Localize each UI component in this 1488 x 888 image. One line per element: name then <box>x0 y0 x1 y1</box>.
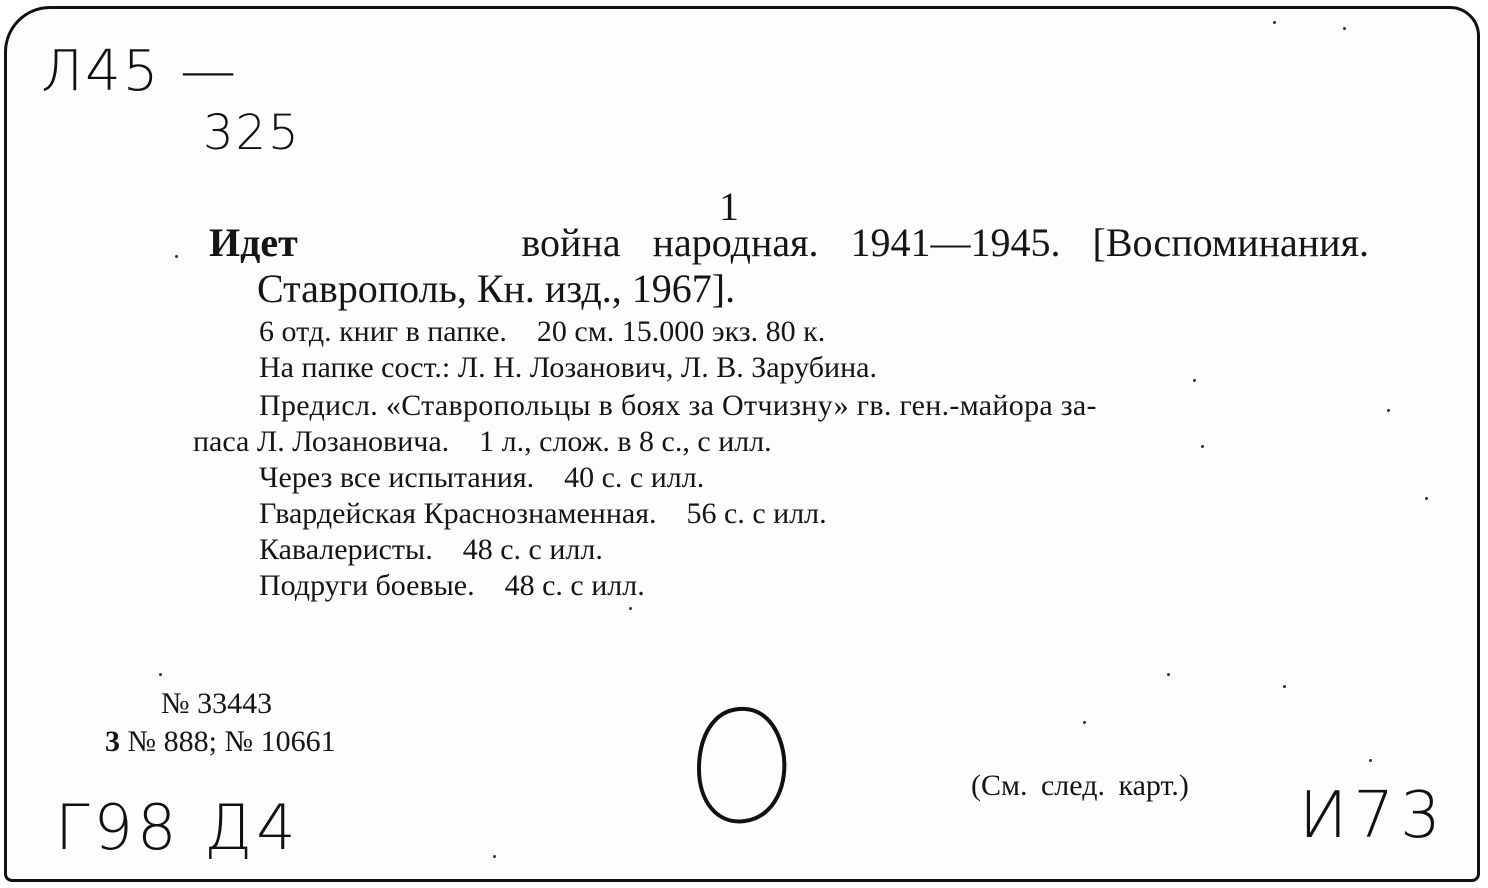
inventory-rest: № 888; № 10661 <box>127 725 336 758</box>
speck <box>629 607 632 610</box>
note-preface: Предисл. «Ставропольцы в боях за Отчизну» гв. ген.-майора за- <box>259 389 1097 422</box>
handwritten-code-left: Г98 Д4 <box>55 791 300 864</box>
shelfmark-line1: Л45 — <box>41 39 239 104</box>
speck <box>1167 673 1170 676</box>
punch-hole-icon <box>691 703 795 829</box>
title-rest: война народная. 1941—1945. [Воспоминания. <box>521 220 1369 265</box>
speck <box>1425 497 1428 500</box>
note-book-1: Через все испытания. 40 с. с илл. <box>259 461 705 494</box>
speck <box>1273 21 1276 24</box>
speck <box>1343 27 1346 30</box>
note-book-2: Гвардейская Краснознаменная. 56 с. с илл. <box>259 497 827 530</box>
catalog-card <box>4 6 1480 882</box>
speck <box>1369 759 1372 762</box>
note-compilers: На папке сост.: Л. Н. Лозанович, Л. В. Зарубина. <box>259 351 877 384</box>
note-book-3: Кавалеристы. 48 с. с илл. <box>259 533 603 566</box>
note-book-4: Подруги боевые. 48 с. с илл. <box>259 569 645 602</box>
card-number: 1 <box>719 184 739 229</box>
speck <box>175 255 178 258</box>
speck <box>493 855 496 858</box>
inventory-number: № 33443 <box>161 687 273 720</box>
note-extent: 6 отд. книг в папке. 20 см. 15.000 экз. 80 к. <box>259 315 826 348</box>
inventory-numbers-line2 <box>105 725 336 759</box>
speck <box>1201 445 1204 448</box>
speck <box>1193 379 1196 382</box>
speck <box>1083 721 1086 724</box>
handwritten-code-right: И73 <box>1299 779 1447 853</box>
note-preface-cont: паса Л. Лозановича. 1 л., слож. в 8 с., с илл. <box>193 425 772 458</box>
title-line1 <box>209 219 1369 266</box>
inventory-lead: 3 <box>105 725 120 758</box>
title-line2: Ставрополь, Кн. изд., 1967]. <box>257 266 736 311</box>
continuation-note: (См. след. карт.) <box>971 769 1189 802</box>
shelfmark-line2: 325 <box>203 105 301 161</box>
speck <box>1283 685 1286 688</box>
speck <box>1387 409 1390 412</box>
title-lead-word: Идет <box>209 220 298 265</box>
speck <box>159 673 162 676</box>
